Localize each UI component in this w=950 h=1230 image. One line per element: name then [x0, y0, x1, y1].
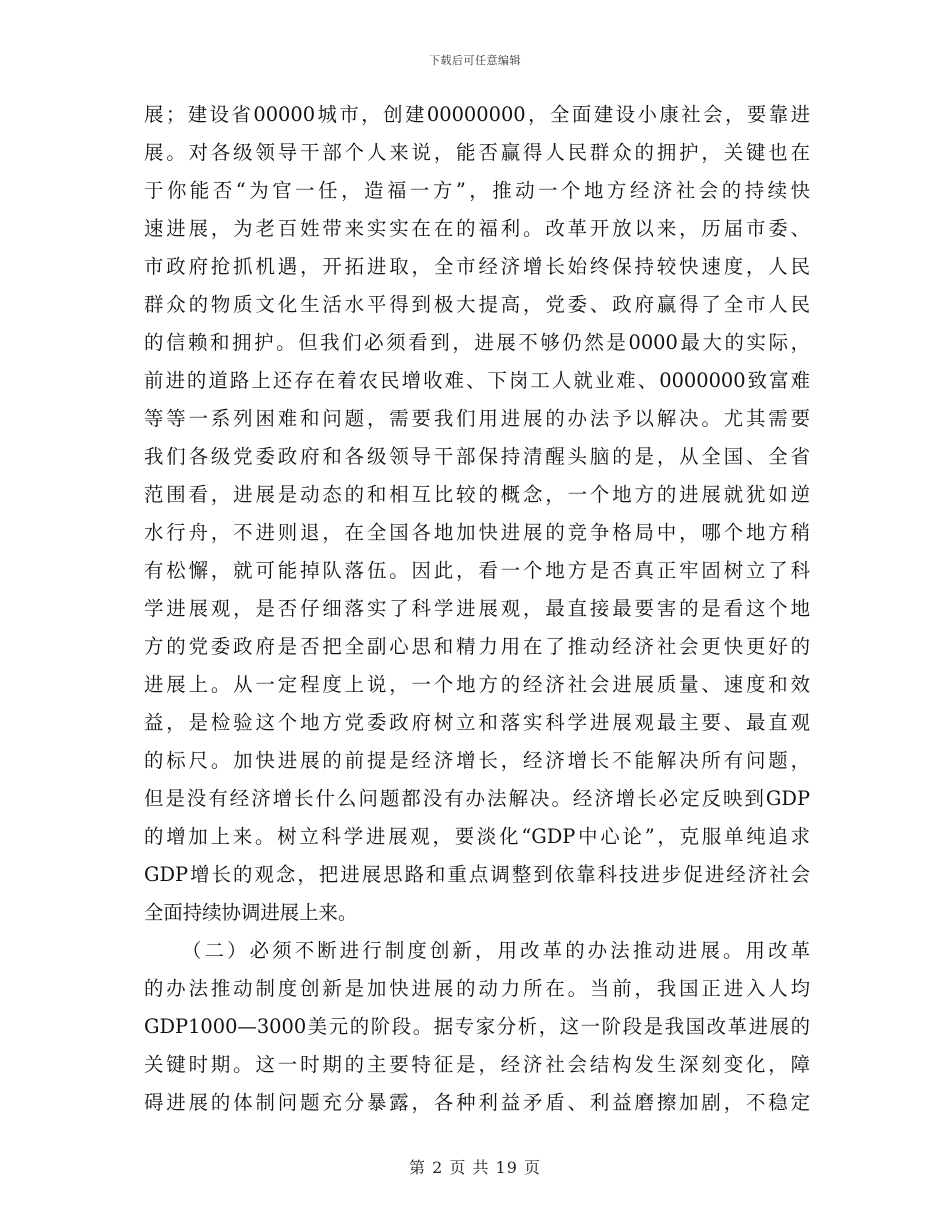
paragraph-line: 有松懈，就可能掉队落伍。因此，看一个地方是否真正牢固树立了科 — [144, 559, 810, 582]
paragraph-line: 群众的物质文化生活水平得到极大提高，党委、政府赢得了全市人民 — [144, 293, 810, 316]
paragraph-line: 水行舟，不进则退，在全国各地加快进展的竞争格局中，哪个地方稍 — [144, 521, 810, 544]
paragraph-line: 全面持续协调进展上来。 — [144, 901, 358, 924]
document-body — [144, 96, 810, 1122]
paragraph-line: 的增加上来。树立科学进展观，要淡化“GDP中心论”，克服单纯追求 — [144, 825, 810, 848]
paragraph-line: GDP增长的观念，把进展思路和重点调整到依靠科技进步促进经济社会 — [144, 863, 810, 886]
paragraph-line: 益，是检验这个地方党委政府树立和落实科学进展观最主要、最直观 — [144, 711, 810, 734]
paragraph-line: 市政府抢抓机遇，开拓进取，全市经济增长始终保持较快速度，人民 — [144, 255, 810, 278]
page-footer: 第 2 页 共 19 页 — [409, 1158, 541, 1177]
paragraph-line: 于你能否“为官一任，造福一方”，推动一个地方经济社会的持续快 — [144, 179, 810, 202]
paragraph-line: 的办法推动制度创新是加快进展的动力所在。当前，我国正进入人均 — [144, 977, 810, 1000]
paragraph-line: 展；建设省00000城市，创建00000000，全面建设小康社会，要靠进 — [144, 103, 810, 126]
paragraph-line: 碍进展的体制问题充分暴露，各种利益矛盾、利益磨擦加剧，不稳定 — [144, 1091, 810, 1114]
paragraph-line: （二）必须不断进行制度创新，用改革的办法推动进展。用改革 — [182, 939, 810, 962]
paragraph-line: 但是没有经济增长什么问题都没有办法解决。经济增长必定反映到GDP — [144, 787, 810, 810]
paragraph-line: 学进展观，是否仔细落实了科学进展观，最直接最要害的是看这个地 — [144, 597, 810, 620]
page-header: 下载后可任意编辑 — [429, 54, 521, 67]
paragraph-line: 前进的道路上还存在着农民增收难、下岗工人就业难、0000000致富难 — [144, 369, 810, 392]
paragraph-line: 速进展，为老百姓带来实实在在的福利。改革开放以来，历届市委、 — [144, 217, 810, 240]
paragraph-line: 展。对各级领导干部个人来说，能否赢得人民群众的拥护，关键也在 — [144, 141, 810, 164]
paragraph-line: 进展上。从一定程度上说，一个地方的经济社会进展质量、速度和效 — [144, 673, 810, 696]
paragraph-line: 范围看，进展是动态的和相互比较的概念，一个地方的进展就犹如逆 — [144, 483, 810, 506]
paragraph-line: 方的党委政府是否把全副心思和精力用在了推动经济社会更快更好的 — [144, 635, 810, 658]
paragraph-line: 等等一系列困难和问题，需要我们用进展的办法予以解决。尤其需要 — [144, 407, 810, 430]
paragraph-line: 关键时期。这一时期的主要特征是，经济社会结构发生深刻变化，障 — [144, 1053, 810, 1076]
paragraph-line: 的标尺。加快进展的前提是经济增长，经济增长不能解决所有问题， — [144, 749, 810, 772]
paragraph-line: GDP1000—3000美元的阶段。据专家分析，这一阶段是我国改革进展的 — [144, 1015, 810, 1038]
paragraph-line: 我们各级党委政府和各级领导干部保持清醒头脑的是，从全国、全省 — [144, 445, 810, 468]
paragraph-line: 的信赖和拥护。但我们必须看到，进展不够仍然是0000最大的实际， — [144, 331, 810, 354]
